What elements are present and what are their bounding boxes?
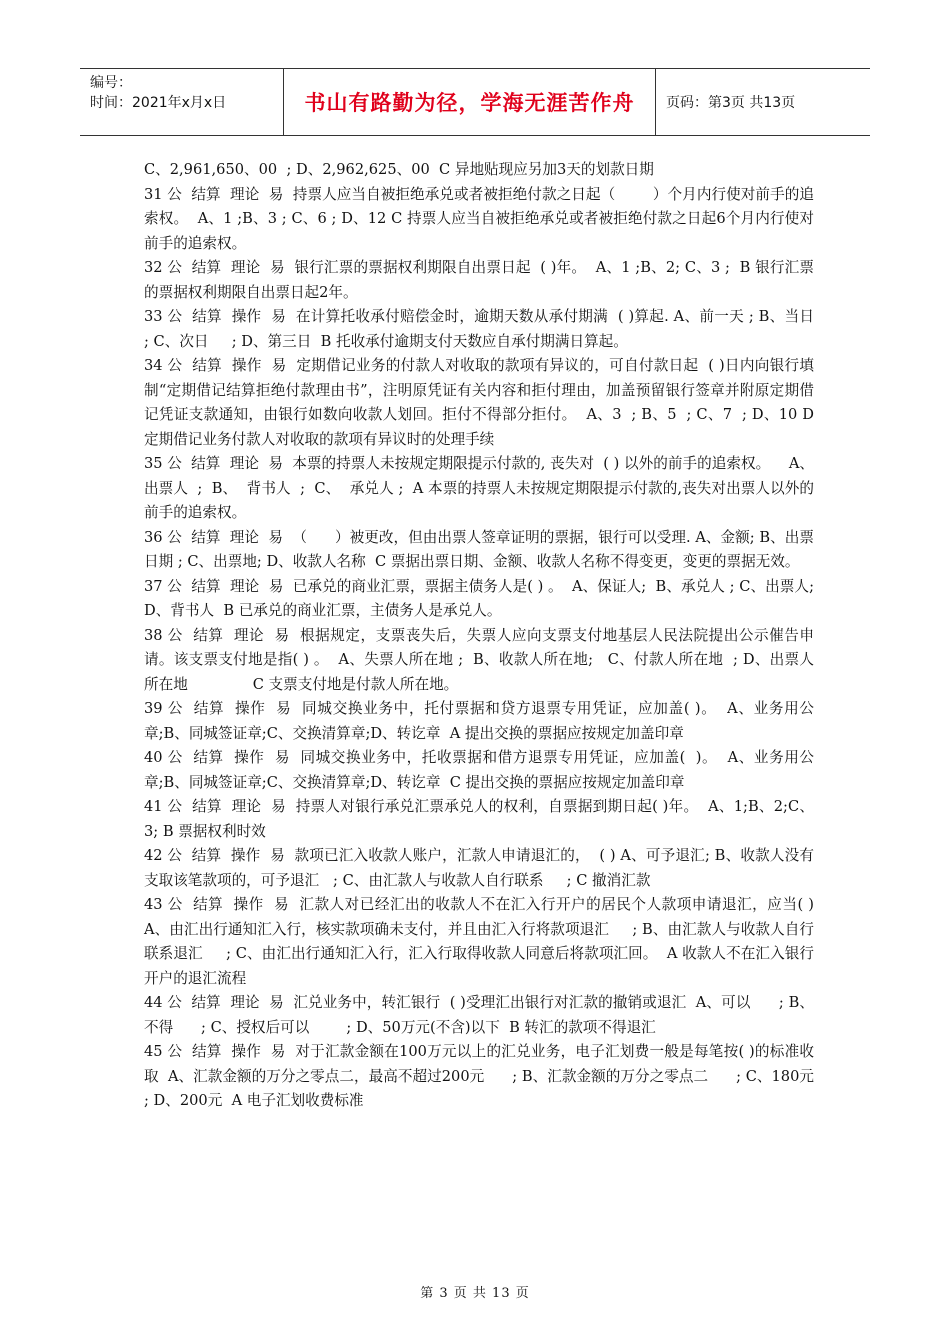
document-body (144, 158, 842, 1114)
question-37: 37 公 结算 理论 易 已承兑的商业汇票，票据主债务人是( ) 。 A、保证人; B、承兑人 ; C、出票人; D、背书人 B 已承兑的商业汇票，主债务人是承兑人。 (144, 577, 824, 619)
header-motto: 书山有路勤为径，学海无涯苦作舟 (283, 69, 656, 135)
question-45: 45 公 结算 操作 易 对于汇款金额在100万元以上的汇兑业务，电子汇划费一般是每笔按( )的标准收取 A、汇款金额的万分之零点二，最高不超过200元 ; B、汇款金额的万分之零点二 ; C、180元 ; D、200元 A 电子汇划收费标准 (144, 1043, 842, 1109)
question-32: 32 公 结算 理论 易 银行汇票的票据权利期限自出票日起 ( )年。 A、1 ;B、2; C、3 ; B 银行汇票的票据权利期限自出票日起2年。 (144, 259, 814, 301)
header-date: 时间：2021年x月x日 (90, 95, 227, 111)
header-number: 编号： (90, 75, 132, 91)
header-page: 页码：第3页 共13页 (666, 95, 796, 111)
page-footer: 第 3 页 共 13 页 (420, 1286, 530, 1301)
question-38: 38 公 结算 理论 易 根据规定，支票丧失后，失票人应向支票支付地基层人民法院提出公示催告申请。该支票支付地是指( ) 。 A、失票人所在地 ; B、收款人所在地; C、付款人所在地 ; D、出票人所在地 C 支票支付地是付款人所在地。 (144, 626, 814, 693)
question-43: 43 公 结算 操作 易 汇款人对已经汇出的收款人不在汇入行开户的居民个人款项申请退汇，应当( ) A、由汇出行通知汇入行，核实款项确未支付，并且由汇入行将款项退汇 ; B、由汇款人与收款人自行联系退汇 ; C、由汇出行通知汇入行，汇入行取得收款人同意后将款项汇回。 A 收款人不在汇入银行开户的退汇流程 (144, 896, 819, 987)
question-31: 31 公 结算 理论 易 持票人应当自被拒绝承兑或者被拒绝付款之日起（ ）个月内行使对前手的追索权。 A、1 ;B、3 ; C、6 ; D、12 C 持票人应当自被拒绝承兑或者被拒绝付款之日起6个月内行使对前手的追索权。 (144, 185, 814, 252)
page-header (80, 68, 870, 136)
question-40: 40 公 结算 操作 易 同城交换业务中，托收票据和借方退票专用凭证，应加盖( )。 A、业务用公章;B、同城签证章;C、交换清算章;D、转讫章 C 提出交换的票据应按规定加盖印章 (144, 749, 814, 791)
question-33: 33 公 结算 操作 易 在计算托收承付赔偿金时，逾期天数从承付期满 ( )算起. A、前一天 ; B、当日 ; C、次日 ; D、第三日 B 托收承付逾期支付天数应自承付期满日算起。 (144, 308, 838, 350)
header-info (80, 69, 283, 135)
paragraph: C、2,961,650、00 ; D、2,962,625、00 C 异地贴现应另加3天的划款日期 (144, 161, 654, 178)
question-36: 36 公 结算 理论 易 （ ）被更改，但由出票人签章证明的票据，银行可以受理. A、金额; B、出票日期 ; C、出票地; D、收款人名称 C 票据出票日期、金额、收款人名称不得变更，变更的票据无效。 (144, 528, 814, 570)
question-42: 42 公 结算 操作 易 款项已汇入收款人账户，汇款人申请退汇的， ( ) A、可予退汇; B、收款人没有支取该笔款项的，可予退汇 ; C、由汇款人与收款人自行联系 ; C 撤消汇款 (144, 847, 814, 889)
question-39: 39 公 结算 操作 易 同城交换业务中，托付票据和贷方退票专用凭证，应加盖( )。 A、业务用公章;B、同城签证章;C、交换清算章;D、转讫章 A 提出交换的票据应按规定加盖印章 (144, 700, 814, 742)
question-34: 34 公 结算 操作 易 定期借记业务的付款人对收取的款项有异议的，可自付款日起 ( )日内向银行填制“定期借记结算拒绝付款理由书”，注明原凭证有关内容和拒付理由，加盖预留银行签章并附原定期借记凭证支款通知，由银行如数向收款人划回。拒付不得部分拒付。 A、3 ; B、5 ; C、7 ; D、10 D 定期借记业务付款人对收取的款项有异议时的处理手续 (144, 357, 819, 448)
question-44: 44 公 结算 理论 易 汇兑业务中，转汇银行 ( )受理汇出银行对汇款的撤销或退汇 A、可以 ; B、不得 ; C、授权后可以 ; D、50万元(不含)以下 B 转汇的款项不得退汇 (144, 994, 814, 1036)
question-35: 35 公 结算 理论 易 本票的持票人未按规定期限提示付款的, 丧失对 ( ) 以外的前手的追索权。 A、 出票人 ; B、 背书人 ; C、 承兑人 ; A 本票的持票人未按规定期限提示付款的,丧失对出票人以外的前手的追索权。 (144, 455, 824, 521)
question-41: 41 公 结算 理论 易 持票人对银行承兑汇票承兑人的权利，自票据到期日起( )年。 A、1;B、2;C、3; B 票据权利时效 (144, 798, 814, 840)
